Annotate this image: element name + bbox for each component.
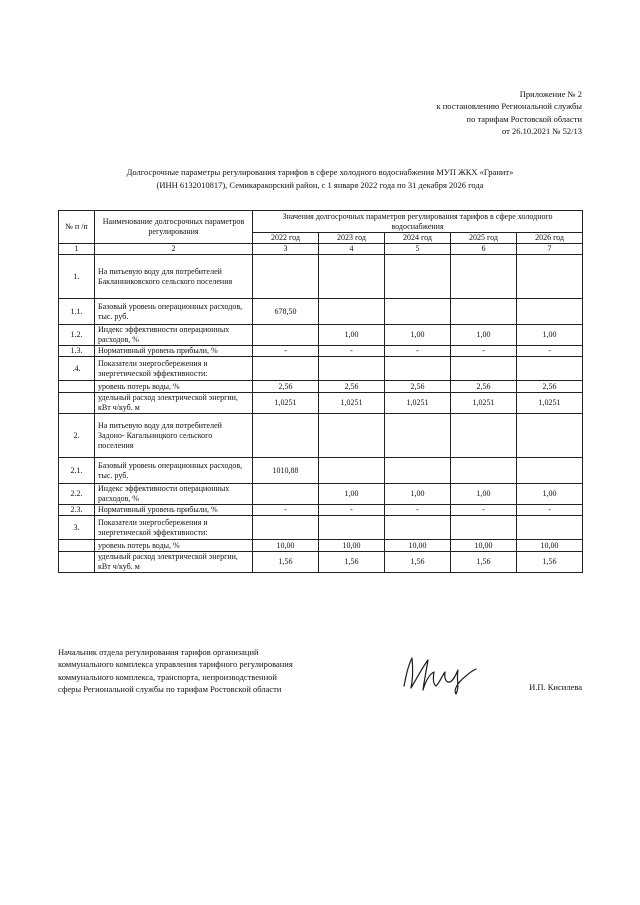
parameter-value: 2,56	[517, 381, 583, 393]
row-number	[59, 540, 95, 552]
parameter-value: 1,00	[517, 325, 583, 346]
signatory-position	[58, 646, 328, 695]
row-number: 1.2.	[59, 325, 95, 346]
parameter-name: На питьевую воду для потребителей Задоно- Кагальницкого сельского поселения	[95, 414, 253, 458]
row-number	[59, 552, 95, 573]
parameter-value	[517, 255, 583, 299]
parameter-value: 2,56	[319, 381, 385, 393]
parameter-value: 2,56	[385, 381, 451, 393]
parameters-table	[58, 210, 583, 573]
header-year: 2025 год	[451, 233, 517, 244]
row-number: 1.3.	[59, 346, 95, 357]
parameter-value: 1,0251	[385, 393, 451, 414]
parameter-name: Базовый уровень операционных расходов, тыс. руб.	[95, 458, 253, 484]
appendix-date: от 26.10.2021 № 52/13	[502, 125, 582, 136]
row-number: .4.	[59, 357, 95, 381]
row-number	[59, 393, 95, 414]
appendix-number: Приложение № 2	[519, 89, 582, 99]
parameter-value: -	[517, 346, 583, 357]
row-number: 3.	[59, 516, 95, 540]
signatory-position-line: Начальник отдела регулирования тарифов организаций	[58, 647, 259, 657]
parameter-value	[253, 325, 319, 346]
parameter-value	[451, 299, 517, 325]
table-row	[59, 414, 583, 458]
row-number: 2.3.	[59, 505, 95, 516]
table-row	[59, 458, 583, 484]
parameter-value	[253, 414, 319, 458]
header-values: Значения долгосрочных параметров регулирования тарифов в сфере холодного водоснабжения	[253, 211, 583, 233]
column-number: 3	[253, 244, 319, 255]
parameter-value: 1,00	[385, 484, 451, 505]
row-number: 1.	[59, 255, 95, 299]
table-row	[59, 516, 583, 540]
appendix-header	[362, 88, 582, 137]
parameter-value: 1010,88	[253, 458, 319, 484]
parameter-value: 10,00	[451, 540, 517, 552]
parameter-value: -	[253, 346, 319, 357]
parameter-value: 1,00	[451, 325, 517, 346]
header-parameter-name: Наименование долгосрочных параметров регулирования	[95, 211, 253, 244]
column-number: 5	[385, 244, 451, 255]
parameter-value: -	[319, 346, 385, 357]
table-row	[59, 552, 583, 573]
table-body	[59, 255, 583, 573]
parameter-value: 1,56	[517, 552, 583, 573]
parameter-name: Показатели энергосбережения и энергетической эффективности:	[95, 357, 253, 381]
parameter-value: -	[253, 505, 319, 516]
parameter-value	[451, 516, 517, 540]
header-year: 2023 год	[319, 233, 385, 244]
parameter-value: 2,56	[253, 381, 319, 393]
parameter-value	[253, 484, 319, 505]
parameter-value: -	[517, 505, 583, 516]
parameter-value: 1,00	[319, 325, 385, 346]
parameter-value	[385, 299, 451, 325]
signatory-position-line: коммунального комплекса управления тарифного регулирования	[58, 659, 293, 670]
parameter-value	[517, 299, 583, 325]
parameter-value	[319, 299, 385, 325]
parameter-name: уровень потерь воды, %	[95, 381, 253, 393]
parameter-value	[385, 357, 451, 381]
parameter-value: 10,00	[319, 540, 385, 552]
parameter-value	[517, 414, 583, 458]
parameter-value	[253, 357, 319, 381]
parameter-value: 1,56	[319, 552, 385, 573]
parameter-value	[385, 255, 451, 299]
parameter-name: уровень потерь воды, %	[95, 540, 253, 552]
parameter-value	[319, 458, 385, 484]
table-row	[59, 484, 583, 505]
column-number: 2	[95, 244, 253, 255]
column-number: 6	[451, 244, 517, 255]
parameter-value: 1,56	[451, 552, 517, 573]
parameter-value	[385, 516, 451, 540]
parameter-name: удельный расход электрической энергии, кВт ч/куб. м	[95, 552, 253, 573]
header-year: 2026 год	[517, 233, 583, 244]
parameter-name: Индекс эффективности операционных расходов, %	[95, 325, 253, 346]
header-year: 2022 год	[253, 233, 319, 244]
parameter-value: 678,50	[253, 299, 319, 325]
parameter-name: Нормативный уровень прибыли, %	[95, 346, 253, 357]
document-title	[58, 166, 582, 191]
parameter-name: Показатели энергосбережения и энергетической эффективности:	[95, 516, 253, 540]
column-number: 1	[59, 244, 95, 255]
parameter-value: -	[319, 505, 385, 516]
parameter-value	[319, 255, 385, 299]
parameter-value	[385, 458, 451, 484]
header-year: 2024 год	[385, 233, 451, 244]
parameter-value	[253, 516, 319, 540]
parameter-value	[385, 414, 451, 458]
row-number	[59, 381, 95, 393]
parameter-value	[517, 516, 583, 540]
parameter-value	[319, 414, 385, 458]
parameter-name: удельный расход электрической энергии, кВт ч/куб. м	[95, 393, 253, 414]
parameter-value: 1,0251	[319, 393, 385, 414]
table-row	[59, 393, 583, 414]
parameter-value: 1,0251	[451, 393, 517, 414]
parameter-value	[451, 458, 517, 484]
parameter-name: Индекс эффективности операционных расходов, %	[95, 484, 253, 505]
table-row	[59, 325, 583, 346]
row-number: 2.	[59, 414, 95, 458]
table-row	[59, 540, 583, 552]
parameter-value	[451, 357, 517, 381]
parameter-value: 1,00	[319, 484, 385, 505]
parameter-value: 1,00	[385, 325, 451, 346]
header-number: № п /п	[59, 211, 95, 244]
signatory-name: И.П. Кисилева	[529, 682, 582, 692]
parameter-value: -	[451, 505, 517, 516]
table-row	[59, 381, 583, 393]
parameter-value	[517, 357, 583, 381]
parameter-value	[451, 414, 517, 458]
column-number-row	[59, 244, 583, 255]
row-number: 1.1.	[59, 299, 95, 325]
handwritten-signature	[398, 650, 478, 701]
table-row	[59, 505, 583, 516]
parameter-name: На питьевую воду для потребителей Бакланниковского сельского поселения	[95, 255, 253, 299]
parameter-name: Нормативный уровень прибыли, %	[95, 505, 253, 516]
row-number: 2.2.	[59, 484, 95, 505]
parameter-value	[517, 458, 583, 484]
parameter-value: 10,00	[385, 540, 451, 552]
table-row	[59, 255, 583, 299]
row-number: 2.1.	[59, 458, 95, 484]
parameter-value: 10,00	[517, 540, 583, 552]
parameter-value: 10,00	[253, 540, 319, 552]
column-number: 4	[319, 244, 385, 255]
appendix-resolution: к постановлению Региональной службы	[436, 101, 582, 112]
parameter-value: -	[385, 505, 451, 516]
parameter-value	[319, 516, 385, 540]
signatory-position-line: сферы Региональной службы по тарифам Ростовской области	[58, 683, 282, 694]
parameter-value: 1,00	[517, 484, 583, 505]
parameter-value: -	[385, 346, 451, 357]
parameter-value: 1,0251	[253, 393, 319, 414]
column-number: 7	[517, 244, 583, 255]
title-line-2: (ИНН 6132010817), Семикаракорский район, с 1 января 2022 года по 31 декабря 2026 года	[156, 179, 484, 190]
parameter-value: 1,56	[253, 552, 319, 573]
parameter-value: 1,00	[451, 484, 517, 505]
parameter-value	[451, 255, 517, 299]
table-row	[59, 346, 583, 357]
table-row	[59, 357, 583, 381]
parameter-value: -	[451, 346, 517, 357]
table-row	[59, 299, 583, 325]
parameter-name: Базовый уровень операционных расходов, тыс. руб.	[95, 299, 253, 325]
parameter-value: 2,56	[451, 381, 517, 393]
signatory-position-line: коммунального комплекса, транспорта, непроизводственной	[58, 671, 277, 682]
parameter-value: 1,56	[385, 552, 451, 573]
appendix-authority: по тарифам Ростовской области	[466, 113, 582, 124]
parameter-value	[319, 357, 385, 381]
title-line-1: Долгосрочные параметры регулирования тарифов в сфере холодного водоснабжения МУП ЖКХ «Гранит»	[126, 167, 514, 177]
parameter-value: 1,0251	[517, 393, 583, 414]
parameter-value	[253, 255, 319, 299]
